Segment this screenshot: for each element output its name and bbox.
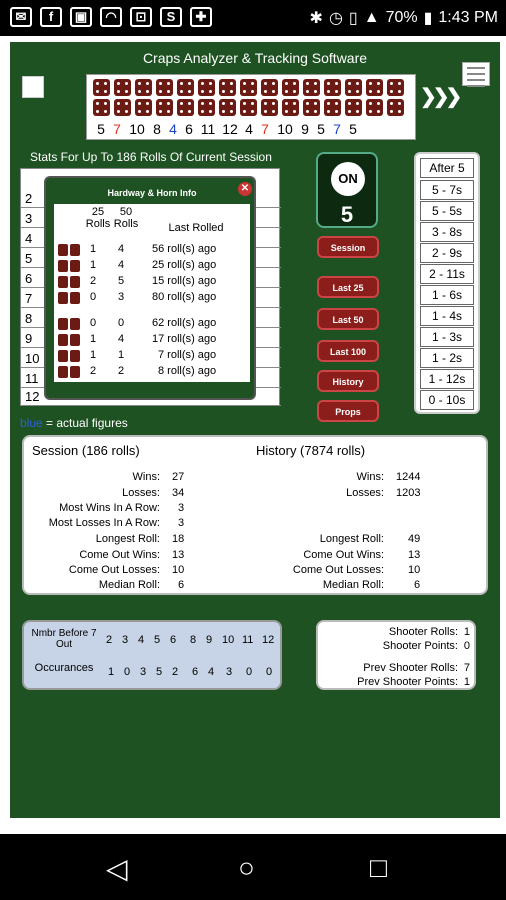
die-icon [324, 79, 341, 96]
occurrence-cell: 3 [140, 666, 147, 678]
table-row: 1 4 25 roll(s) ago [54, 258, 250, 274]
roll-number: 7 [333, 121, 341, 137]
die-icon [198, 99, 215, 116]
table-row: 1 4 56 roll(s) ago [54, 242, 250, 258]
dice-pair-icon [58, 318, 80, 330]
die-icon [240, 79, 257, 96]
number-cell: 9 [206, 634, 213, 646]
dice-row-bottom [93, 99, 404, 116]
stat-value: 18 [172, 533, 185, 545]
history-header: History (7874 rolls) [256, 443, 366, 458]
stat-label: Most Wins In A Row: [59, 502, 160, 514]
roll-number: 11 [200, 121, 216, 137]
lock-icon: ⊡ [130, 7, 152, 27]
table-row: 1 1 7 roll(s) ago [54, 348, 250, 364]
stat-label: Longest Roll: [319, 533, 384, 545]
after-point-panel [414, 152, 480, 414]
occurrence-cell: 1 [108, 666, 115, 678]
stat-label: Come Out Wins: [303, 549, 384, 561]
table-row: 2 2 8 roll(s) ago [54, 364, 250, 380]
col-header-25: 25 Rolls [85, 206, 111, 230]
image-icon: ▣ [70, 7, 92, 27]
occurrence-cell: 4 [208, 666, 215, 678]
table-row: 5 [21, 249, 281, 268]
list-item: 3 - 8s [420, 222, 474, 242]
table-row: 11 [21, 369, 281, 388]
die-icon [345, 99, 362, 116]
stat-value: 6 [414, 579, 421, 591]
prev-shooter-rolls: 7 [463, 662, 470, 674]
table-row: 12 [21, 387, 281, 406]
legend-text: = actual figures [42, 416, 128, 430]
die-icon [387, 99, 404, 116]
stat-label: Come Out Wins: [79, 549, 160, 561]
die-icon [135, 99, 152, 116]
status-icons [10, 7, 212, 27]
die-icon [324, 99, 341, 116]
row-label: Occurances [34, 662, 94, 674]
seven-out-table [22, 620, 282, 690]
list-item: 5 - 5s [420, 201, 474, 221]
die-icon [387, 79, 404, 96]
session-history-panel [22, 435, 488, 595]
die-icon [345, 79, 362, 96]
shooter-rolls: 1 [463, 626, 470, 638]
stat-label: Median Roll: [322, 579, 384, 591]
app-title: Craps Analyzer & Tracking Software [142, 50, 368, 66]
roll-number: 5 [349, 121, 357, 137]
facebook-icon: f [40, 7, 62, 27]
stat-label: Losses: [122, 487, 160, 499]
die-icon [219, 79, 236, 96]
stat-value: 3 [178, 502, 185, 514]
roll-number: 12 [222, 121, 238, 137]
stat-value: 1244 [396, 471, 421, 483]
app-window [10, 42, 500, 818]
row-label: Nmbr Before 7 Out [31, 628, 97, 650]
occurrence-cell: 5 [156, 666, 163, 678]
home-icon[interactable]: ○ [238, 852, 255, 883]
stat-label: Wins: [356, 471, 384, 483]
number-cell: 3 [122, 634, 129, 646]
battery-percent: 70% [385, 9, 418, 26]
recent-apps-icon[interactable]: □ [370, 852, 387, 883]
stat-label: Losses: [346, 487, 384, 499]
stat-label: Most Losses In A Row: [48, 517, 160, 529]
list-item: 5 - 7s [420, 180, 474, 200]
nav-bar [0, 834, 506, 900]
die-icon [303, 99, 320, 116]
die-icon [177, 99, 194, 116]
die-icon [156, 99, 173, 116]
table-row: 1 4 17 roll(s) ago [54, 332, 250, 348]
die-icon [240, 99, 257, 116]
dice-pair-icon [58, 244, 80, 256]
die-icon [282, 79, 299, 96]
stat-value: 3 [178, 517, 185, 529]
list-item: 2 - 11s [420, 264, 474, 284]
die-icon [303, 79, 320, 96]
shooter-panel [316, 620, 476, 690]
prev-shooter-points-label: Prev Shooter Points: [357, 676, 458, 688]
dice-pair-icon [58, 334, 80, 346]
stat-value: 10 [172, 564, 185, 576]
point-indicator [316, 152, 378, 228]
stat-value: 13 [408, 549, 421, 561]
die-icon [261, 79, 278, 96]
on-puck: ON [331, 162, 365, 196]
signal-icon: ▲ [363, 9, 380, 26]
stat-label: Wins: [132, 471, 160, 483]
list-item: 1 - 4s [420, 306, 474, 326]
stat-label: Come Out Losses: [68, 564, 160, 576]
list-item: 0 - 10s [420, 390, 474, 410]
list-item: 2 - 9s [420, 243, 474, 263]
occurrence-cell: 2 [172, 666, 179, 678]
table-row: 10 [21, 349, 281, 368]
last-50-button[interactable]: Last 50 [317, 308, 379, 330]
roll-numbers [93, 121, 361, 137]
table-row: 9 [21, 329, 281, 348]
stats-title: Stats For Up To 186 Rolls Of Current Session [30, 150, 272, 164]
battery-icon: ▮ [423, 10, 433, 27]
roll-number: 4 [169, 121, 177, 137]
hardway-horn-popup [44, 176, 256, 400]
table-row: 0 0 62 roll(s) ago [54, 316, 250, 332]
close-icon[interactable]: ✕ [238, 182, 252, 196]
stat-value: 27 [172, 471, 185, 483]
die-icon [156, 79, 173, 96]
point-number: 5 [340, 202, 354, 227]
roll-number: 4 [245, 121, 253, 137]
dice-pair-icon [58, 366, 80, 378]
stat-label: Median Roll: [98, 579, 160, 591]
roll-number: 7 [113, 121, 121, 137]
dice-pair-icon [58, 260, 80, 272]
table-row: 2 [21, 189, 281, 208]
after-header: After 5 [420, 158, 474, 178]
session-button[interactable]: Session [317, 236, 379, 258]
back-icon[interactable]: ◁ [106, 853, 128, 884]
clock: 1:43 PM [438, 9, 498, 26]
status-bar [0, 0, 506, 36]
dice-row-top [93, 79, 404, 96]
stat-value: 6 [178, 579, 185, 591]
dice-pair-icon [58, 292, 80, 304]
hardway-table [54, 204, 250, 382]
col-header-last: Last Rolled [168, 222, 224, 234]
prev-shooter-rolls-label: Prev Shooter Rolls: [363, 662, 458, 674]
prev-shooter-points: 1 [463, 676, 470, 688]
select-checkbox[interactable] [22, 76, 44, 98]
stat-value: 34 [172, 487, 185, 499]
die-icon [366, 79, 383, 96]
shooter-points: 0 [463, 640, 470, 652]
stat-value: 10 [408, 564, 421, 576]
popup-title: Hardway & Horn Info [107, 188, 197, 198]
stat-value: 13 [172, 549, 185, 561]
list-item: 1 - 12s [420, 369, 474, 389]
die-icon [114, 79, 131, 96]
table-row: 7 [21, 289, 281, 308]
mail-icon: ✉ [10, 7, 32, 27]
number-cell: 2 [106, 634, 113, 646]
table-row: 2 5 15 roll(s) ago [54, 274, 250, 290]
occurrence-cell: 3 [226, 666, 233, 678]
die-icon [366, 99, 383, 116]
list-item: 1 - 3s [420, 327, 474, 347]
list-item: 1 - 6s [420, 285, 474, 305]
roll-number: 10 [277, 121, 293, 137]
number-cell: 4 [138, 634, 145, 646]
number-cell: 6 [170, 634, 177, 646]
session-header: Session (186 rolls) [32, 443, 140, 458]
wifi-status-icon: ◠ [100, 7, 122, 27]
list-item: 1 - 2s [420, 348, 474, 368]
alarm-icon: ◷ [328, 10, 343, 27]
number-cell: 10 [222, 634, 235, 646]
menu-icon[interactable] [462, 62, 490, 86]
roll-number: 7 [261, 121, 269, 137]
occurrence-cell: 0 [124, 666, 131, 678]
legend [20, 416, 128, 430]
roll-number: 9 [301, 121, 309, 137]
stat-label: Longest Roll: [95, 533, 160, 545]
props-button[interactable]: Props [317, 400, 379, 422]
scroll-right-icon[interactable]: ❯❯❯ [420, 86, 459, 108]
stat-label: Come Out Losses: [292, 564, 384, 576]
col-header-50: 50 Rolls [113, 206, 139, 230]
occurrence-cell: 6 [192, 666, 199, 678]
die-icon [93, 99, 110, 116]
roll-number: 8 [153, 121, 161, 137]
number-cell: 11 [242, 634, 254, 646]
roll-number: 5 [317, 121, 325, 137]
s-app-icon: S [160, 7, 182, 27]
stat-value: 1203 [396, 487, 421, 499]
occurrence-cell: 0 [266, 666, 273, 678]
bluetooth-icon: ✱ [309, 10, 323, 27]
number-cell: 12 [262, 634, 275, 646]
number-cell: 8 [190, 634, 197, 646]
die-icon [219, 99, 236, 116]
die-icon [261, 99, 278, 116]
die-icon [93, 79, 110, 96]
number-cell: 5 [154, 634, 161, 646]
die-icon [282, 99, 299, 116]
die-icon [177, 79, 194, 96]
table-row: 8 [21, 309, 281, 328]
dice-pair-icon [58, 350, 80, 362]
dice-pair-icon [58, 276, 80, 288]
roll-history-panel[interactable] [86, 74, 416, 140]
last-100-button[interactable]: Last 100 [317, 340, 379, 362]
shooter-points-label: Shooter Points: [382, 640, 458, 652]
table-row: 0 3 80 roll(s) ago [54, 290, 250, 306]
stat-value: 49 [408, 533, 421, 545]
roll-number: 10 [129, 121, 145, 137]
roll-number: 6 [185, 121, 193, 137]
table-row: 3 [21, 209, 281, 228]
occurrence-cell: 0 [246, 666, 253, 678]
die-icon [114, 99, 131, 116]
die-icon [135, 79, 152, 96]
roll-number: 5 [97, 121, 105, 137]
history-button[interactable]: History [317, 370, 379, 392]
shooter-rolls-label: Shooter Rolls: [388, 626, 458, 638]
vibrate-icon: ▯ [348, 10, 358, 27]
legend-blue: blue [20, 416, 43, 430]
puzzle-icon: ✚ [190, 7, 212, 27]
table-row: 4 [21, 229, 281, 248]
table-row: 6 [21, 269, 281, 288]
last-25-button[interactable]: Last 25 [317, 276, 379, 298]
die-icon [198, 79, 215, 96]
